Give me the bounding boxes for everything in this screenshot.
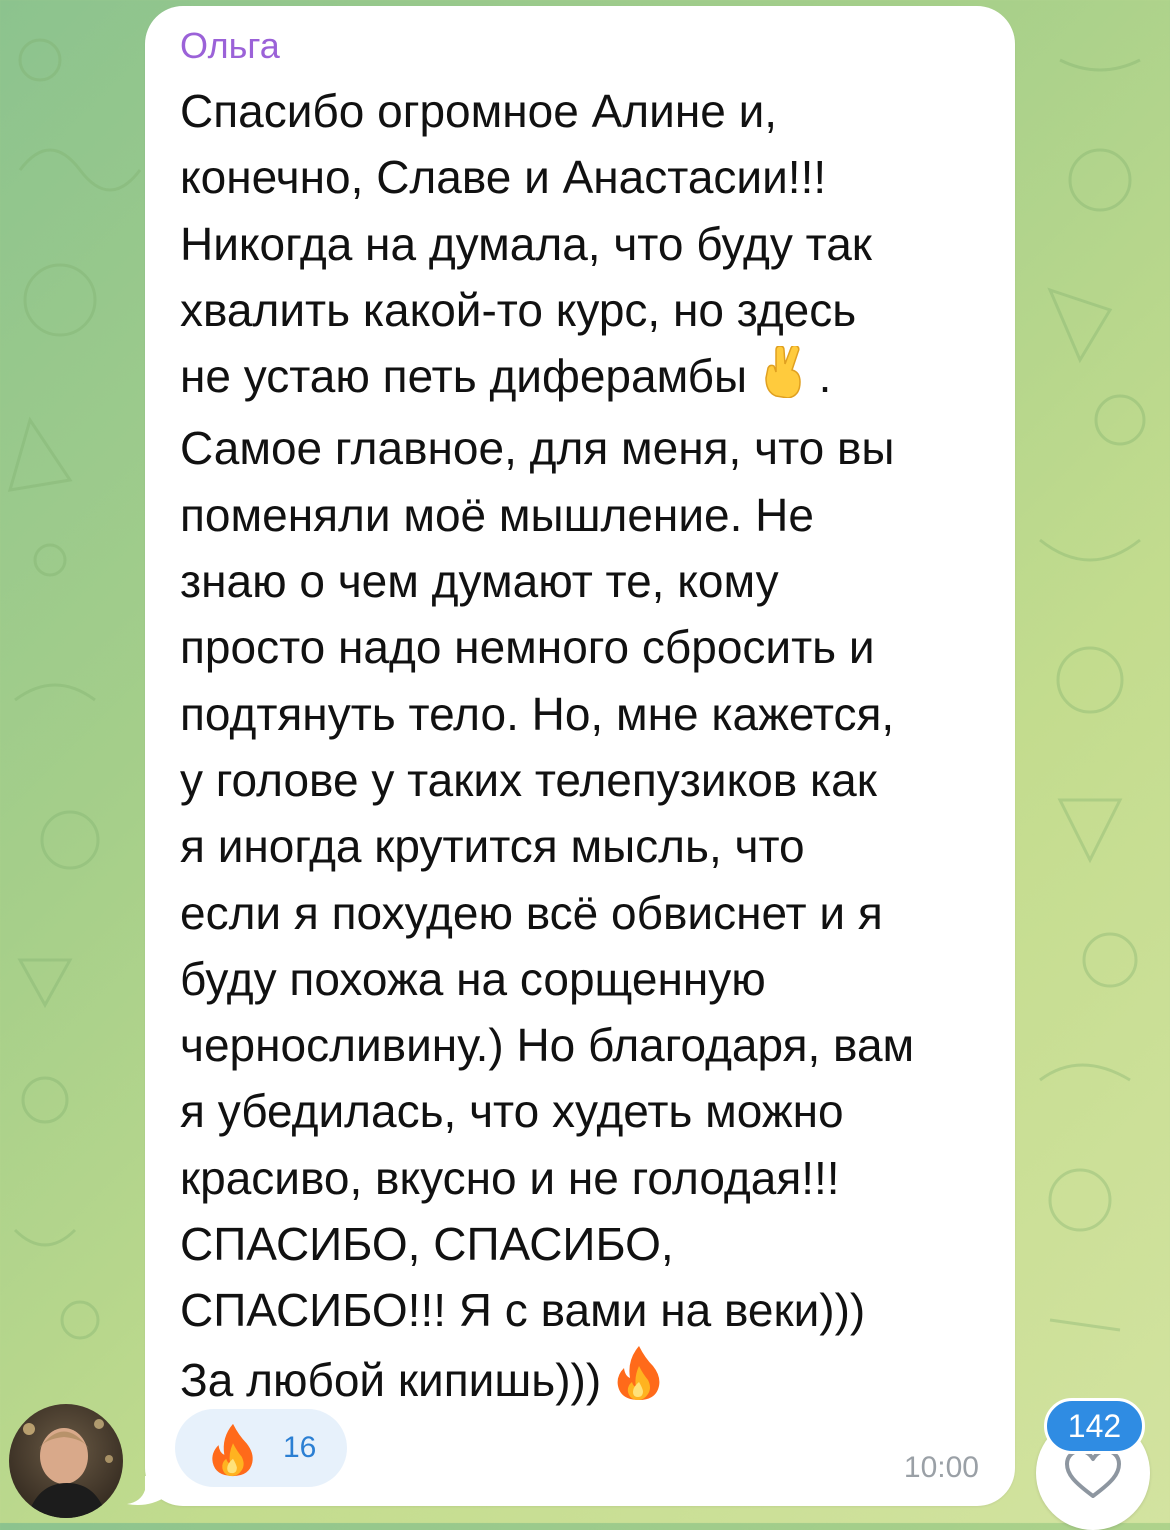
message-line: знаю о чем думают те, кому [180,555,779,608]
message-line: Никогда на думала, что буду так [180,217,872,270]
message-line: . [818,350,832,403]
message-line: Спасибо огромное Алине и, [180,85,778,137]
message-line: я иногда крутится мысль, что [180,820,805,873]
message-line: конечно, Славе и Анастасии!!! [180,151,827,204]
reaction-count: 16 [283,1431,317,1464]
reaction-fire[interactable] [175,1409,347,1487]
message-line: Самое главное, для меня, что вы [180,422,895,475]
message-line: поменяли моё мышление. Не [180,488,814,541]
fire-emoji [614,1344,664,1419]
message-line: СПАСИБО, СПАСИБО, [180,1218,674,1271]
message-line: подтянуть тело. Но, мне кажется, [180,687,895,740]
message-line: За любой кипишь))) [180,1353,602,1406]
bubble-tail [127,1476,167,1506]
message-line: я убедилась, что худеть можно [180,1085,844,1138]
message-line: красиво, вкусно и не голодая!!! [180,1151,840,1204]
message-time: 10:00 [903,1451,979,1484]
message-line: буду похожа на сорщенную [180,952,766,1005]
crossed-fingers-emoji [760,346,806,415]
message-line: просто надо немного сбросить и [180,621,875,674]
message-text [180,78,1000,1419]
sender-name[interactable]: Ольга [180,25,280,66]
fire-icon [208,1422,258,1483]
unread-count-badge[interactable]: 142 [1044,1398,1145,1454]
message-line: черносливину.) Но благодаря, вам [180,1019,915,1072]
message-line: СПАСИБО!!! Я с вами на веки))) [180,1284,866,1337]
message-bubble[interactable] [145,6,1015,1506]
message-line: хвалить какой-то курс, но здесь [180,283,857,336]
message-line: не устаю петь диферамбы [180,350,748,403]
sender-avatar[interactable] [9,1404,123,1518]
heart-outline-icon [1064,1448,1122,1500]
message-line: если я похудею всё обвиснет и я [180,886,883,939]
message-line: у голове у таких телепузиков как [180,753,877,806]
